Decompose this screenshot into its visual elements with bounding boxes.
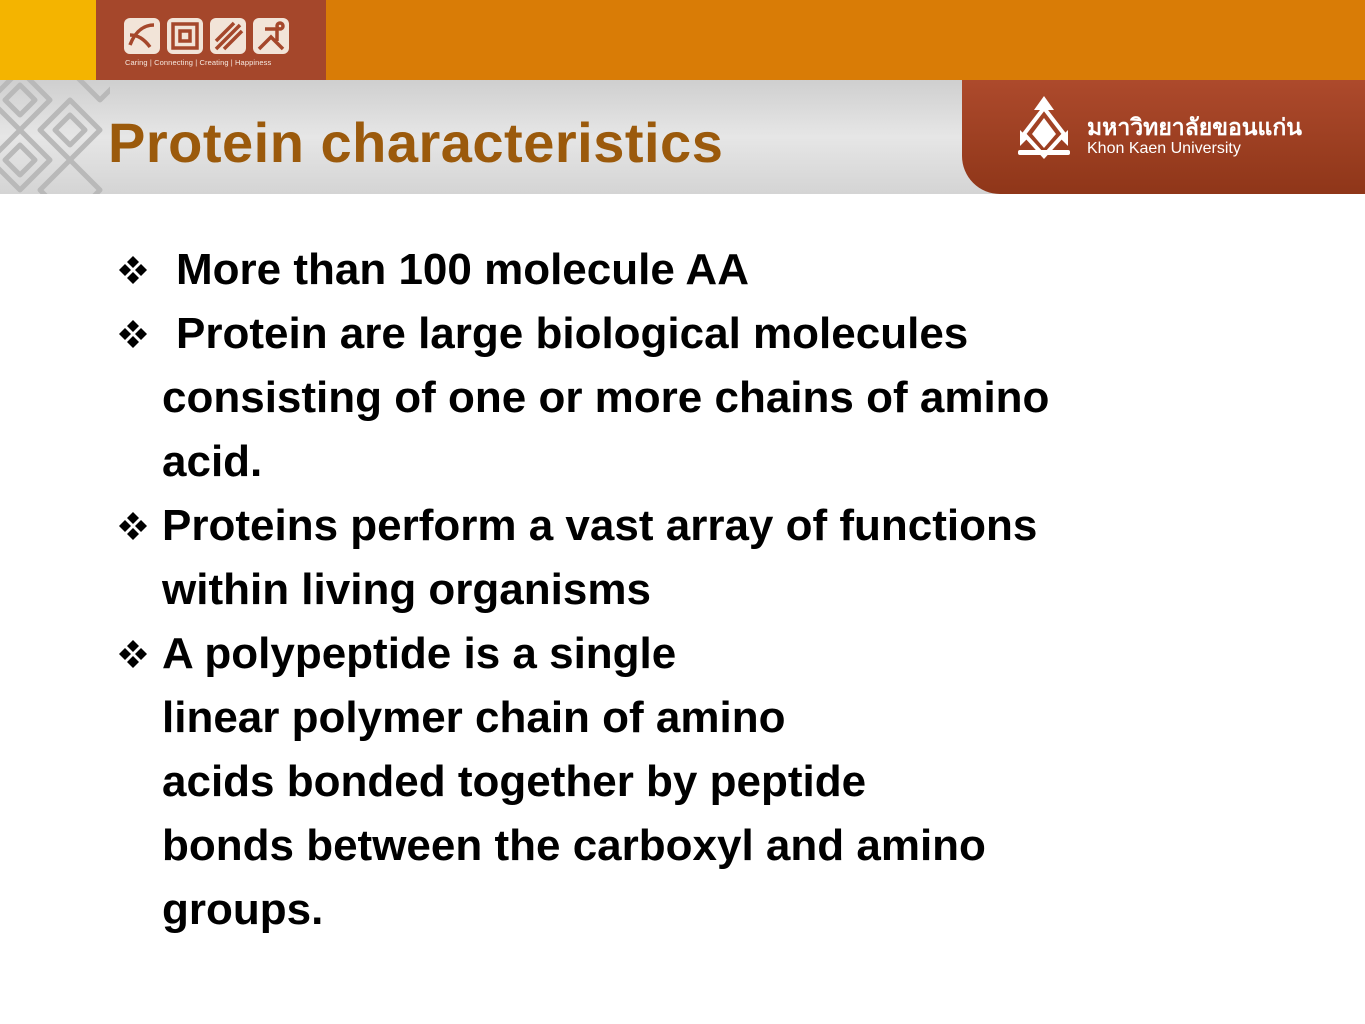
bullet-list	[118, 238, 1298, 942]
page-title: Protein characteristics	[108, 111, 724, 174]
brand-tagline: Caring | Connecting | Creating | Happiness	[125, 58, 272, 67]
diamond-bullet-icon	[118, 319, 148, 349]
bullet-item	[118, 494, 1298, 622]
brand-logo-box	[96, 0, 326, 80]
bullet-item	[118, 302, 1298, 494]
bullet-line: Proteins perform a vast array of functions	[162, 501, 1038, 550]
bullet-line: More than 100 molecule AA	[176, 245, 749, 294]
diamond-bullet-icon	[118, 511, 148, 541]
kku-emblem-icon	[1014, 94, 1074, 164]
bullet-line: groups.	[162, 885, 324, 934]
diamond-bullet-icon	[118, 255, 148, 285]
university-name-thai: มหาวิทยาลัยขอนแก่น	[1087, 114, 1303, 140]
kku-four-tiles-logo-icon	[122, 15, 292, 57]
bullet-line: A polypeptide is a single	[162, 629, 677, 678]
university-badge	[962, 80, 1365, 194]
bullet-line: acids bonded together by peptide	[162, 757, 867, 806]
bullet-item	[118, 238, 1298, 302]
bullet-line: bonds between the carboxyl and amino	[162, 821, 986, 870]
bullet-line: consisting of one or more chains of amino	[162, 373, 1050, 422]
university-name-english: Khon Kaen University	[1087, 140, 1241, 157]
bullet-line: within living organisms	[162, 565, 651, 614]
diamond-bullet-icon	[118, 639, 148, 669]
bullet-item	[118, 622, 1298, 942]
bullet-line: linear polymer chain of amino	[162, 693, 786, 742]
decorative-pattern-icon	[0, 80, 110, 194]
bullet-line: Protein are large biological molecules	[176, 309, 969, 358]
header-accent-strip	[0, 0, 96, 80]
bullet-line: acid.	[162, 437, 263, 486]
